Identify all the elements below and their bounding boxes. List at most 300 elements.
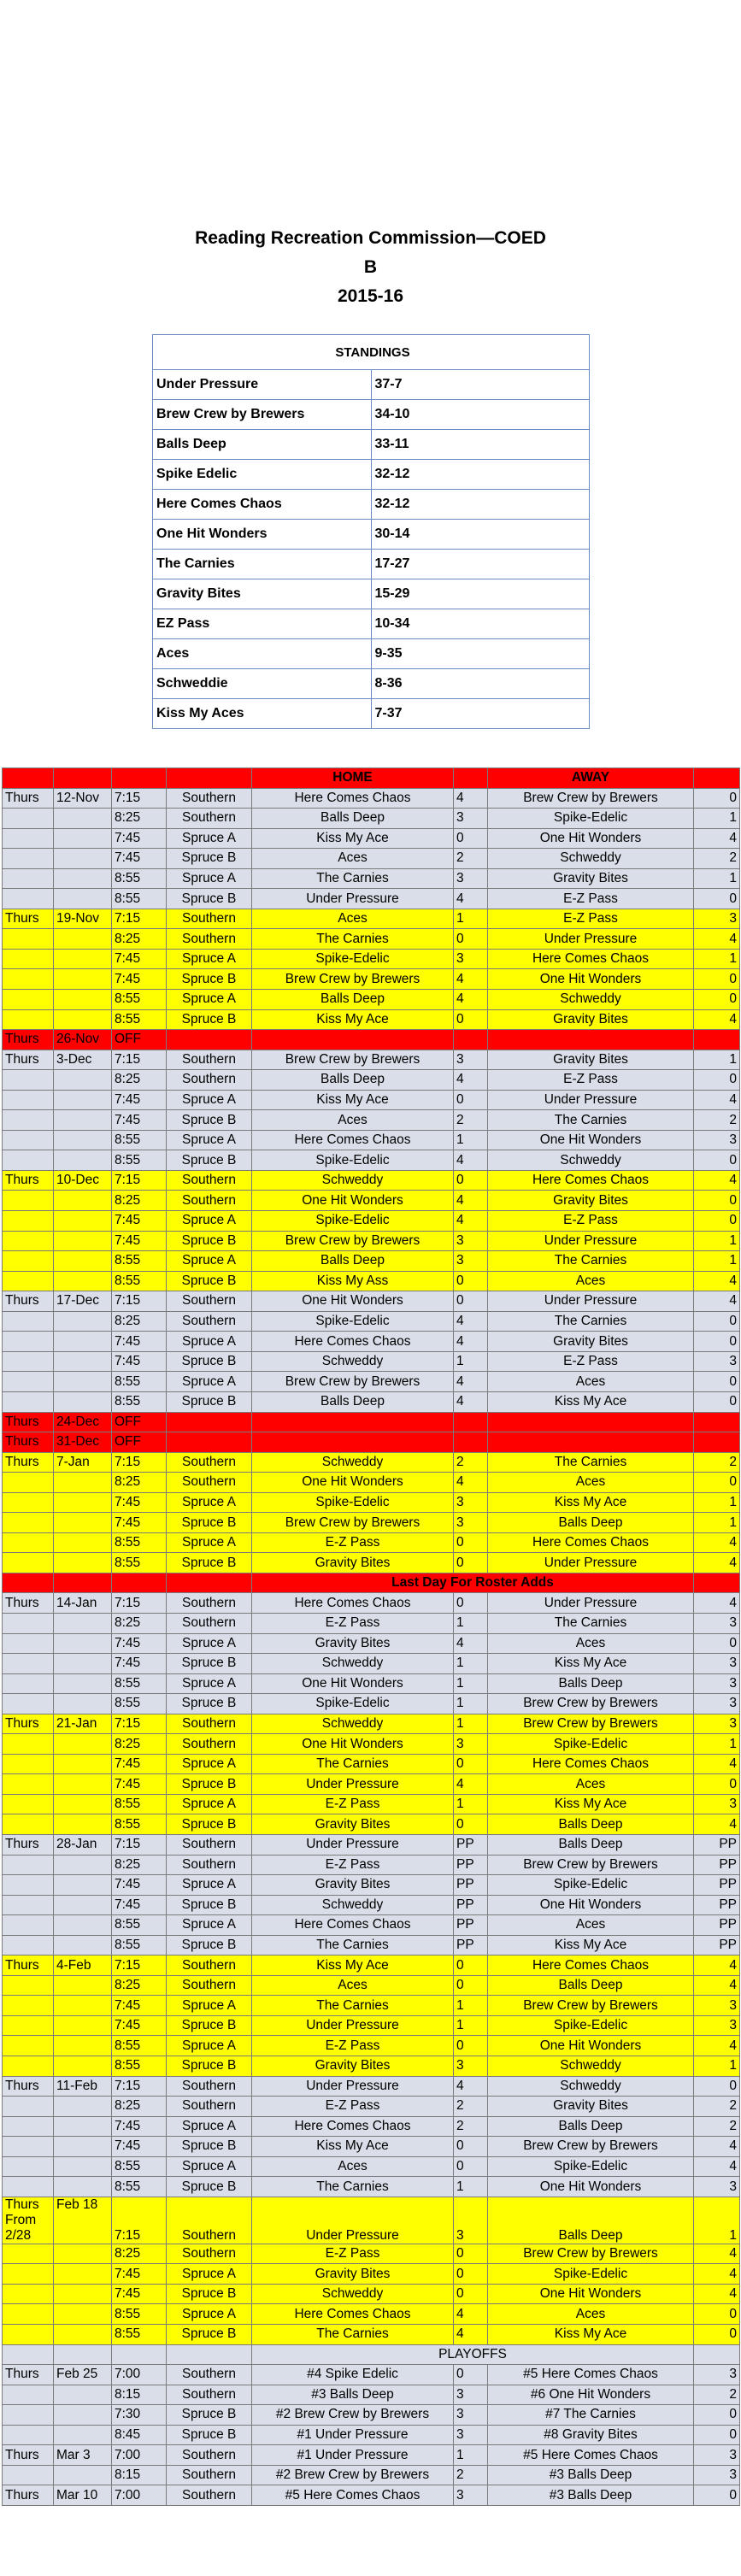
cell-home-team: #1 Under Pressure	[252, 2445, 454, 2466]
cell-location: Spruce A	[167, 949, 252, 969]
cell-day	[3, 1532, 54, 1553]
cell-date	[54, 1110, 112, 1131]
cell-date	[54, 949, 112, 969]
cell-home-team: One Hit Wonders	[252, 1673, 454, 1694]
cell-home-score: 1	[454, 1996, 488, 2016]
cell-day	[3, 1150, 54, 1171]
cell-location	[167, 1030, 252, 1050]
cell-home-score: 4	[454, 788, 488, 809]
schedule-row	[3, 1492, 740, 1513]
cell-away-score: 2	[694, 2116, 740, 2137]
cell-away-team: Aces	[488, 1915, 694, 1936]
schedule-row	[3, 929, 740, 950]
cell-date: 3-Dec	[54, 1050, 112, 1070]
cell-time: 7:00	[112, 2485, 167, 2506]
cell-location: Southern	[167, 2197, 252, 2244]
home-header: HOME	[252, 768, 454, 789]
cell-time: 8:55	[112, 868, 167, 889]
cell-home-score: 1	[454, 2445, 488, 2466]
cell-date	[54, 868, 112, 889]
cell-day	[3, 1090, 54, 1110]
cell-location: Southern	[167, 2244, 252, 2264]
schedule-row	[3, 1130, 740, 1150]
cell-location: Spruce A	[167, 1492, 252, 1513]
cell-home-score: 2	[454, 2097, 488, 2117]
cell-away-team: Kiss My Ace	[488, 1935, 694, 1956]
cell-home-team: Gravity Bites	[252, 2264, 454, 2285]
cell-location	[167, 1412, 252, 1432]
cell-away-score: 4	[694, 1814, 740, 1835]
cell-home-team: The Carnies	[252, 1935, 454, 1956]
standings-row	[153, 460, 590, 490]
cell-location: Spruce B	[167, 1774, 252, 1795]
cell-day	[3, 2097, 54, 2117]
cell-away-team: Under Pressure	[488, 1090, 694, 1110]
cell-day	[3, 849, 54, 869]
cell-away-team: Schweddy	[488, 2076, 694, 2097]
cell-home-team: E-Z Pass	[252, 1532, 454, 1553]
schedule-row	[3, 1473, 740, 1493]
cell-away-score: 4	[694, 1553, 740, 1573]
cell-away-team: Balls Deep	[488, 1513, 694, 1533]
cell-location: Spruce B	[167, 2425, 252, 2445]
cell-away-score: 4	[694, 1975, 740, 1996]
cell-day: Thurs	[3, 1030, 54, 1050]
cell-home-team: One Hit Wonders	[252, 1291, 454, 1312]
cell-day	[3, 2405, 54, 2426]
standings-team: Here Comes Chaos	[153, 490, 372, 520]
schedule-row	[3, 1271, 740, 1291]
cell-day	[3, 1231, 54, 1251]
cell-location: Spruce B	[167, 1513, 252, 1533]
cell-date	[54, 1070, 112, 1091]
schedule-row	[3, 2465, 740, 2485]
cell-home-team: The Carnies	[252, 2177, 454, 2197]
cell-time: 8:25	[112, 1975, 167, 1996]
cell-day	[3, 2197, 54, 2244]
cell-time: 8:55	[112, 1553, 167, 1573]
cell-home-score: 3	[454, 1251, 488, 1272]
cell-time: 7:45	[112, 1774, 167, 1795]
cell-day	[3, 969, 54, 990]
cell-away-score: 0	[694, 1332, 740, 1352]
cell-away-team: Aces	[488, 1633, 694, 1654]
cell-home-score: 0	[454, 2036, 488, 2056]
cell-away-score: 0	[694, 1774, 740, 1795]
cell-away-team: #8 Gravity Bites	[488, 2425, 694, 2445]
cell-location: Spruce B	[167, 1553, 252, 1573]
cell-day	[3, 1492, 54, 1513]
cell-home-score: PP	[454, 1834, 488, 1855]
schedule-row	[3, 868, 740, 889]
cell-home-score: 3	[454, 949, 488, 969]
cell-away-score	[694, 1432, 740, 1453]
cell-home-team: Schweddy	[252, 1351, 454, 1372]
cell-date: 24-Dec	[54, 1412, 112, 1432]
schedule-row	[3, 889, 740, 909]
cell-away-score: 4	[694, 1754, 740, 1774]
standings-row	[153, 520, 590, 550]
cell-location: Southern	[167, 1734, 252, 1755]
cell-location: Spruce A	[167, 990, 252, 1010]
cell-home-team: Under Pressure	[252, 2197, 454, 2244]
schedule-table	[2, 768, 740, 2506]
cell-away-score	[694, 1412, 740, 1432]
schedule-row	[3, 1734, 740, 1755]
cell-home-team: Brew Crew by Brewers	[252, 1231, 454, 1251]
cell-away-team: Spike-Edelic	[488, 2015, 694, 2036]
cell-location: Southern	[167, 1050, 252, 1070]
cell-away-score: 3	[694, 1613, 740, 1633]
cell-away-team: Under Pressure	[488, 929, 694, 950]
cell-time: 7:15	[112, 788, 167, 809]
standings-team: Schweddie	[153, 669, 372, 699]
cell-date: 12-Nov	[54, 788, 112, 809]
schedule-row	[3, 2056, 740, 2077]
header-blank	[167, 768, 252, 789]
note-blank	[167, 1573, 252, 1593]
schedule-row	[3, 1150, 740, 1171]
cell-away-team: #7 The Carnies	[488, 2405, 694, 2426]
cell-location: Southern	[167, 929, 252, 950]
cell-day	[3, 1191, 54, 1211]
schedule-row	[3, 909, 740, 929]
cell-day	[3, 1673, 54, 1694]
cell-location: Spruce A	[167, 2036, 252, 2056]
cell-day	[3, 2036, 54, 2056]
cell-time: 7:45	[112, 2116, 167, 2137]
cell-time: 8:25	[112, 809, 167, 829]
cell-date-note: From 2/28	[5, 2212, 37, 2243]
cell-day	[3, 1351, 54, 1372]
cell-away-score: 3	[694, 1351, 740, 1372]
cell-away-team	[488, 1412, 694, 1432]
cell-away-team: E-Z Pass	[488, 889, 694, 909]
cell-time: 8:55	[112, 1935, 167, 1956]
cell-day: Thurs	[3, 788, 54, 809]
cell-day	[3, 2137, 54, 2157]
cell-day	[3, 1774, 54, 1795]
cell-time: 8:25	[112, 929, 167, 950]
standings-row	[153, 609, 590, 639]
cell-date	[54, 1311, 112, 1332]
cell-home-team: #4 Spike Edelic	[252, 2365, 454, 2385]
cell-away-score: 0	[694, 1211, 740, 1232]
cell-away-team: One Hit Wonders	[488, 1130, 694, 1150]
cell-away-team: #3 Balls Deep	[488, 2485, 694, 2506]
cell-away-team: Under Pressure	[488, 1291, 694, 1312]
cell-home-score: 3	[454, 2197, 488, 2244]
schedule-row	[3, 1956, 740, 1976]
cell-day: Thurs	[3, 1834, 54, 1855]
cell-away-score: 4	[694, 1090, 740, 1110]
cell-home-team: Brew Crew by Brewers	[252, 1372, 454, 1392]
cell-location: Spruce A	[167, 1532, 252, 1553]
schedule-row	[3, 1030, 740, 1050]
cell-location: Southern	[167, 909, 252, 929]
cell-date	[54, 1372, 112, 1392]
cell-away-team: Kiss My Ace	[488, 2325, 694, 2345]
schedule-row	[3, 849, 740, 869]
cell-away-team	[488, 1432, 694, 1453]
cell-away-score: 0	[694, 2485, 740, 2506]
schedule-row	[3, 828, 740, 849]
schedule-row	[3, 1613, 740, 1633]
cell-day	[3, 1251, 54, 1272]
cell-location: Southern	[167, 1834, 252, 1855]
cell-home-score: 3	[454, 2485, 488, 2506]
cell-home-team: The Carnies	[252, 929, 454, 950]
schedule-header-row	[3, 768, 740, 789]
schedule-row	[3, 1513, 740, 1533]
schedule-row	[3, 2076, 740, 2097]
cell-date: Feb 18	[54, 2197, 112, 2244]
cell-time: 8:25	[112, 2097, 167, 2117]
cell-away-team: Brew Crew by Brewers	[488, 2137, 694, 2157]
cell-time: 8:55	[112, 1532, 167, 1553]
cell-day	[3, 929, 54, 950]
schedule-row	[3, 2177, 740, 2197]
cell-date	[54, 929, 112, 950]
standings-row	[153, 699, 590, 729]
cell-home-score: 4	[454, 1332, 488, 1352]
cell-home-score: 3	[454, 1513, 488, 1533]
cell-away-team: Spike-Edelic	[488, 809, 694, 829]
cell-home-score: PP	[454, 1855, 488, 1875]
cell-day	[3, 868, 54, 889]
cell-away-score: 3	[694, 1130, 740, 1150]
cell-date: Feb 25	[54, 2365, 112, 2385]
roster-note: Last Day For Roster Adds	[252, 1573, 694, 1593]
cell-day	[3, 1473, 54, 1493]
note-blank	[3, 1573, 54, 1593]
cell-away-team: Here Comes Chaos	[488, 949, 694, 969]
cell-home-team: Here Comes Chaos	[252, 1332, 454, 1352]
standings-team: Aces	[153, 639, 372, 669]
cell-date	[54, 2177, 112, 2197]
cell-time: 8:55	[112, 2304, 167, 2325]
note-blank	[694, 1573, 740, 1593]
cell-location: Southern	[167, 1170, 252, 1191]
cell-home-team: The Carnies	[252, 1754, 454, 1774]
cell-away-score: 0	[694, 1473, 740, 1493]
cell-location: Spruce A	[167, 1673, 252, 1694]
cell-date	[54, 2284, 112, 2304]
cell-away-score: 3	[694, 909, 740, 929]
cell-time: 7:45	[112, 828, 167, 849]
cell-home-score: 0	[454, 1170, 488, 1191]
cell-time: 7:45	[112, 1231, 167, 1251]
cell-home-team: One Hit Wonders	[252, 1473, 454, 1493]
cell-day	[3, 2284, 54, 2304]
schedule-row	[3, 1372, 740, 1392]
schedule-row	[3, 1351, 740, 1372]
cell-location: Spruce B	[167, 849, 252, 869]
cell-away-team: Brew Crew by Brewers	[488, 1996, 694, 2016]
cell-away-score: 2	[694, 1452, 740, 1473]
cell-location: Spruce B	[167, 1895, 252, 1915]
cell-home-score: 0	[454, 2264, 488, 2285]
schedule-row	[3, 2097, 740, 2117]
cell-location: Spruce A	[167, 2156, 252, 2177]
cell-home-score: 3	[454, 1734, 488, 1755]
cell-day	[3, 2465, 54, 2485]
cell-home-score: 3	[454, 2405, 488, 2426]
schedule-row	[3, 1855, 740, 1875]
cell-time: 7:45	[112, 1633, 167, 1654]
cell-time: 7:45	[112, 1492, 167, 1513]
cell-home-score	[454, 1432, 488, 1453]
cell-away-score: 1	[694, 2197, 740, 2244]
cell-time: 7:45	[112, 1332, 167, 1352]
cell-location: Southern	[167, 1473, 252, 1493]
schedule-row	[3, 1834, 740, 1855]
cell-home-team: #2 Brew Crew by Brewers	[252, 2405, 454, 2426]
page-title	[0, 224, 741, 311]
cell-away-score: 0	[694, 1311, 740, 1332]
cell-home-team: Balls Deep	[252, 1251, 454, 1272]
cell-date	[54, 2465, 112, 2485]
playoffs-label: PLAYOFFS	[252, 2344, 694, 2365]
cell-date	[54, 809, 112, 829]
cell-date: 7-Jan	[54, 1452, 112, 1473]
cell-home-score: 1	[454, 1130, 488, 1150]
cell-date	[54, 1191, 112, 1211]
schedule-row	[3, 2445, 740, 2466]
cell-day	[3, 1130, 54, 1150]
cell-location: Spruce A	[167, 1996, 252, 2016]
standings-header-row	[153, 335, 590, 370]
cell-location: Southern	[167, 1291, 252, 1312]
cell-away-team: Here Comes Chaos	[488, 1532, 694, 1553]
cell-home-score: 0	[454, 1975, 488, 1996]
cell-home-score: PP	[454, 1935, 488, 1956]
cell-home-team: The Carnies	[252, 2325, 454, 2345]
cell-home-team: Brew Crew by Brewers	[252, 1513, 454, 1533]
cell-time: 8:25	[112, 2244, 167, 2264]
cell-home-score: PP	[454, 1915, 488, 1936]
cell-home-score: 0	[454, 2365, 488, 2385]
cell-date	[54, 1734, 112, 1755]
cell-day	[3, 1332, 54, 1352]
cell-time: 7:45	[112, 969, 167, 990]
cell-day	[3, 1271, 54, 1291]
cell-home-score: 0	[454, 1009, 488, 1030]
cell-location: Spruce B	[167, 969, 252, 990]
standings-record: 15-29	[371, 579, 590, 609]
cell-away-score: PP	[694, 1875, 740, 1896]
cell-day	[3, 1875, 54, 1896]
cell-away-team: Brew Crew by Brewers	[488, 1714, 694, 1734]
schedule-row	[3, 2304, 740, 2325]
cell-home-team: Here Comes Chaos	[252, 1130, 454, 1150]
cell-location: Spruce B	[167, 1150, 252, 1171]
cell-away-score: 1	[694, 1050, 740, 1070]
cell-date	[54, 1855, 112, 1875]
standings-team: One Hit Wonders	[153, 520, 372, 550]
cell-home-team: Aces	[252, 909, 454, 929]
cell-home-score: 2	[454, 2465, 488, 2485]
cell-location: Southern	[167, 2445, 252, 2466]
cell-home-score: 0	[454, 1532, 488, 1553]
cell-away-team: Spike-Edelic	[488, 2156, 694, 2177]
standings-team: Spike Edelic	[153, 460, 372, 490]
schedule-row	[3, 1553, 740, 1573]
schedule-row	[3, 2015, 740, 2036]
cell-home-team: Spike-Edelic	[252, 1311, 454, 1332]
cell-location: Southern	[167, 1452, 252, 1473]
cell-home-score: 4	[454, 969, 488, 990]
cell-home-score: 1	[454, 1694, 488, 1714]
cell-date	[54, 2244, 112, 2264]
schedule-row	[3, 2425, 740, 2445]
cell-day	[3, 1070, 54, 1091]
cell-day: Thurs	[3, 1593, 54, 1614]
cell-date	[54, 1673, 112, 1694]
cell-away-team: Gravity Bites	[488, 1009, 694, 1030]
cell-location: Southern	[167, 1593, 252, 1614]
cell-away-score: 1	[694, 2056, 740, 2077]
cell-home-score: 1	[454, 1351, 488, 1372]
cell-home-team: Under Pressure	[252, 889, 454, 909]
cell-location: Spruce B	[167, 2015, 252, 2036]
schedule-row	[3, 2244, 740, 2264]
cell-location: Southern	[167, 1855, 252, 1875]
cell-date	[54, 1211, 112, 1232]
cell-date	[54, 2137, 112, 2157]
schedule-row	[3, 1915, 740, 1936]
cell-time: 7:15	[112, 1714, 167, 1734]
cell-home-team: Brew Crew by Brewers	[252, 1050, 454, 1070]
cell-away-score: 3	[694, 2015, 740, 2036]
cell-away-score: 2	[694, 1110, 740, 1131]
standings-row	[153, 370, 590, 400]
cell-location: Spruce A	[167, 1633, 252, 1654]
cell-away-score: PP	[694, 1915, 740, 1936]
cell-location: Southern	[167, 1714, 252, 1734]
schedule-row	[3, 1875, 740, 1896]
cell-location: Spruce A	[167, 1211, 252, 1232]
cell-date: 26-Nov	[54, 1030, 112, 1050]
cell-away-team: Balls Deep	[488, 1814, 694, 1835]
cell-home-score: 0	[454, 1553, 488, 1573]
cell-date	[54, 828, 112, 849]
cell-time: 8:55	[112, 1814, 167, 1835]
cell-time: 8:25	[112, 1070, 167, 1091]
cell-location: Spruce B	[167, 1231, 252, 1251]
standings-header: STANDINGS	[153, 335, 590, 370]
cell-location: Southern	[167, 1191, 252, 1211]
standings-record: 32-12	[371, 490, 590, 520]
cell-away-team: Here Comes Chaos	[488, 1754, 694, 1774]
cell-away-score: 3	[694, 1996, 740, 2016]
cell-time: 7:45	[112, 1090, 167, 1110]
cell-date	[54, 2156, 112, 2177]
cell-away-score: 1	[694, 1492, 740, 1513]
schedule-row	[3, 2365, 740, 2385]
cell-location: Spruce B	[167, 2325, 252, 2345]
cell-date	[54, 2304, 112, 2325]
cell-time: 7:45	[112, 1895, 167, 1915]
cell-home-team: Gravity Bites	[252, 1553, 454, 1573]
cell-day: Thurs	[3, 2445, 54, 2466]
cell-time: OFF	[112, 1412, 167, 1432]
cell-away-score: 4	[694, 1956, 740, 1976]
cell-location: Southern	[167, 1975, 252, 1996]
cell-home-score: 4	[454, 1070, 488, 1091]
schedule-row	[3, 1291, 740, 1312]
schedule-row	[3, 809, 740, 829]
